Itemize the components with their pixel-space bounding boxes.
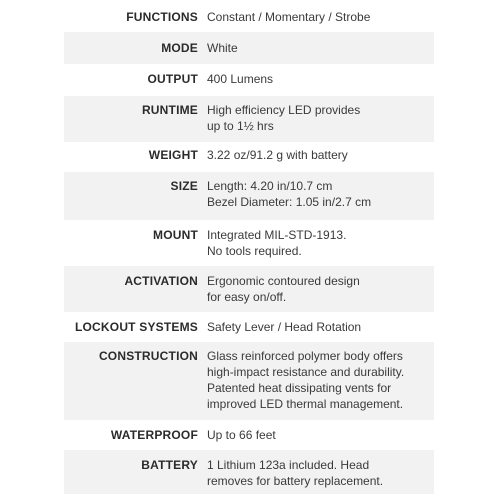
spec-value (207, 178, 429, 210)
spec-value-line: 1 Lithium 123a included. Head (207, 458, 370, 472)
spec-value-line: Constant / Momentary / Strobe (207, 10, 371, 24)
spec-value (207, 147, 429, 163)
spec-row-runtime (64, 96, 434, 142)
spec-label: ACTIVATION (124, 274, 198, 288)
spec-value-line: improved LED thermal management. (207, 397, 404, 411)
spec-value-line: No tools required. (207, 244, 302, 258)
spec-table (64, 0, 434, 494)
spec-row-mode (64, 32, 434, 64)
spec-label: CONSTRUCTION (98, 349, 198, 363)
spec-row-construction (64, 342, 434, 420)
spec-row-activation (64, 266, 434, 312)
spec-row-size (64, 172, 434, 220)
spec-value (207, 71, 429, 87)
spec-label: WATERPROOF (110, 428, 198, 442)
spec-value-line: Bezel Diameter: 1.05 in/2.7 cm (207, 195, 372, 209)
spec-row-waterproof (64, 420, 434, 450)
spec-label: MOUNT (153, 228, 198, 242)
spec-row-battery (64, 450, 434, 494)
spec-row-functions (64, 0, 434, 32)
spec-value-line: Ergonomic contoured design (207, 274, 360, 288)
spec-row-lockout-systems (64, 312, 434, 342)
spec-value-line: White (207, 41, 238, 55)
spec-label: BATTERY (141, 458, 198, 472)
spec-value-line: up to 1½ hrs (207, 119, 274, 133)
spec-label: LOCKOUT SYSTEMS (74, 320, 198, 334)
spec-label: RUNTIME (141, 103, 198, 117)
spec-value (207, 319, 429, 335)
spec-value-line: Safety Lever / Head Rotation (207, 320, 362, 334)
spec-value (207, 40, 429, 56)
spec-value-line: 3.22 oz/91.2 g with battery (207, 148, 348, 162)
spec-value-line: Length: 4.20 in/10.7 cm (207, 179, 333, 193)
spec-value (207, 227, 429, 259)
spec-value-line: for easy on/off. (207, 290, 287, 304)
spec-row-output (64, 64, 434, 96)
spec-value (207, 457, 429, 489)
spec-value-line: removes for battery replacement. (207, 474, 384, 488)
spec-label: OUTPUT (147, 72, 198, 86)
spec-value-line: 400 Lumens (207, 72, 274, 86)
spec-label: MODE (161, 41, 198, 55)
spec-label: FUNCTIONS (126, 10, 198, 24)
spec-value (207, 273, 429, 305)
spec-value-line: high-impact resistance and durability. (207, 365, 405, 379)
spec-value-line: Patented heat dissipating vents for (207, 381, 392, 395)
spec-value-line: Up to 66 feet (207, 428, 276, 442)
spec-value (207, 9, 429, 25)
spec-value-line: Integrated MIL-STD-1913. (207, 228, 347, 242)
spec-row-weight (64, 142, 434, 172)
spec-value (207, 348, 429, 412)
spec-row-mount (64, 220, 434, 266)
spec-label: SIZE (170, 179, 198, 193)
spec-label: WEIGHT (148, 148, 198, 162)
spec-value-line: Glass reinforced polymer body offers (207, 349, 403, 363)
spec-value (207, 102, 429, 134)
spec-value (207, 427, 429, 443)
spec-value-line: High efficiency LED provides (207, 103, 361, 117)
